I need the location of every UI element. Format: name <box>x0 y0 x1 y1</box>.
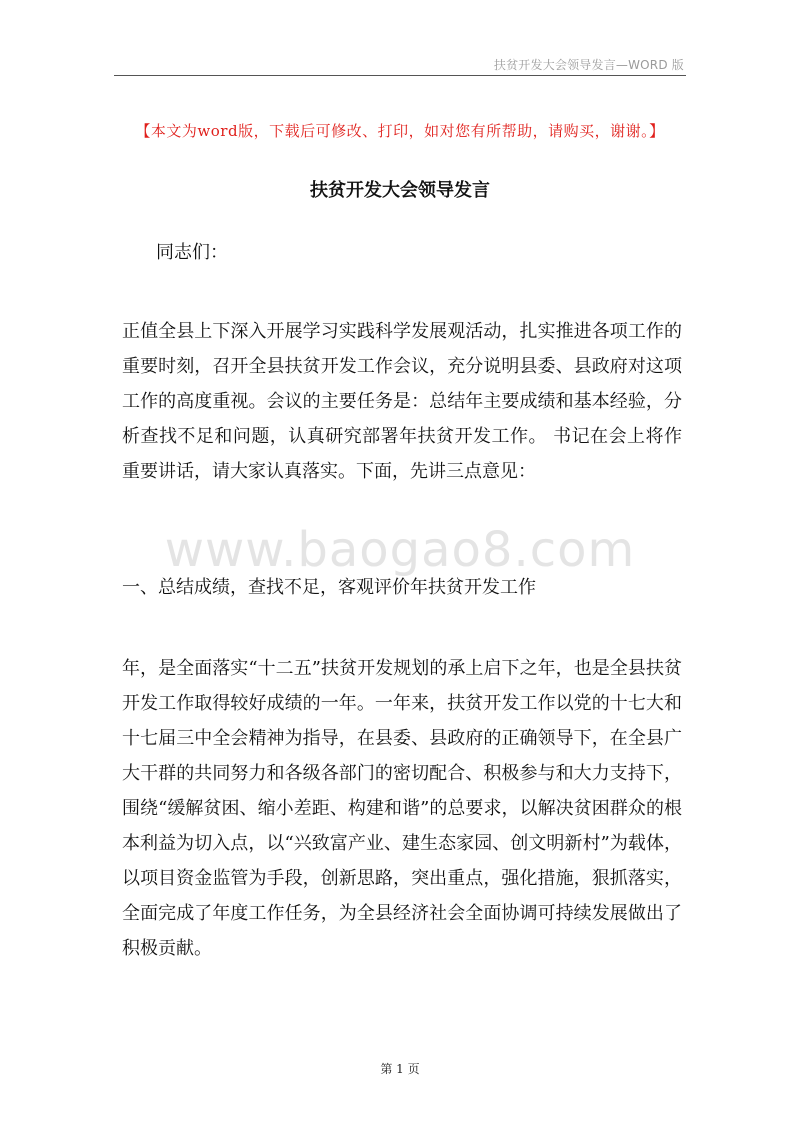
download-notice: 【本文为word版，下载后可修改、打印，如对您有所帮助，请购买，谢谢。】 <box>135 122 665 140</box>
body-paragraph: 年，是全面落实“十二五”扶贫开发规划的承上启下之年，也是全县扶贫开发工作取得较好成绩的一年。一年来，扶贫开发工作以党的十七大和十七届三中全会精神为指导，在县委、县政府的正确领导下，在全县广大干群的共同努力和各级各部门的密切配合、积极参与和大力支持下，围绕“缓解贫困、缩小差距、构建和谐”的总要求，以解决贫困群众的根本利益为切入点，以“兴致富产业、建生态家园、创文明新村”为载体，以项目资金监管为手段，创新思路，突出重点，强化措施，狠抓落实，全面完成了年度工作任务，为全县经济社会全面协调可持续发展做出了积极贡献。 <box>122 658 682 959</box>
header-divider <box>114 75 686 76</box>
body-paragraph: 正值全县上下深入开展学习实践科学发展观活动，扎实推进各项工作的重要时刻，召开全县扶贫开发工作会议，充分说明县委、县政府对这项工作的高度重视。会议的主要任务是：总结年主要成绩和基本经验，分析查找不足和问题，认真研究部署年扶贫开发工作。 书记在会上将作重要讲话，请大家认真落实。下面，先讲三点意见： <box>122 321 682 482</box>
page-number: 第 1 页 <box>380 1062 420 1076</box>
greeting: 同志们： <box>156 242 228 263</box>
section-heading: 一、总结成绩，查找不足，客观评价年扶贫开发工作 <box>122 577 536 598</box>
running-header: 扶贫开发大会领导发言—WORD 版 <box>493 58 684 72</box>
document-title: 扶贫开发大会领导发言 <box>310 180 490 201</box>
watermark: www.baogao8.com <box>164 522 636 578</box>
